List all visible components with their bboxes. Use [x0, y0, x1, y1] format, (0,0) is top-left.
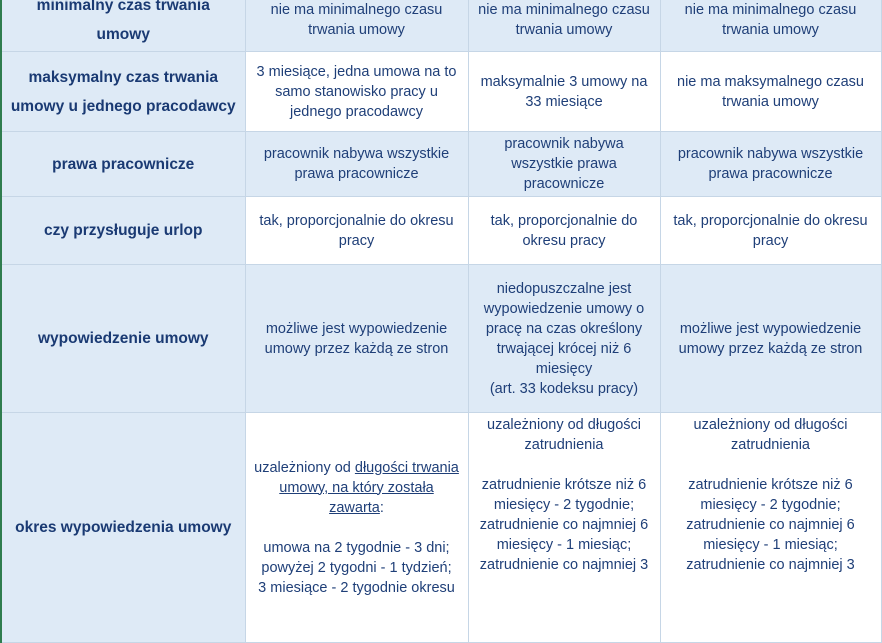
cell-employee-rights-3: pracownik nabywa wszystkie prawa pracownicze [660, 132, 881, 197]
notice-intro-text: uzależniony od [254, 459, 355, 476]
cell-notice-period-1 [245, 413, 468, 643]
row-header-employee-rights: prawa pracownicze [1, 132, 245, 197]
cell-employee-rights-2: pracownik nabywa wszystkie prawa pracownicze [468, 132, 660, 197]
table-row [1, 413, 881, 643]
cell-max-duration-1: 3 miesiące, jedna umowa na to samo stanowisko pracy u jednego pracodawcy [245, 52, 468, 132]
cell-min-duration-1: nie ma minimalnego czasu trwania umowy [245, 0, 468, 52]
cell-min-duration-2: nie ma minimalnego czasu trwania umowy [468, 0, 660, 52]
cell-employee-rights-1: pracownik nabywa wszystkie prawa pracownicze [245, 132, 468, 197]
notice-underlined-text: długości trwania umowy, na który została zawarta [279, 459, 459, 516]
cell-max-duration-2: maksymalnie 3 umowy na 33 miesiące [468, 52, 660, 132]
row-header-max-duration: maksymalny czas trwania umowy u jednego pracodawcy [1, 52, 245, 132]
table-row [1, 265, 881, 413]
row-header-termination: wypowiedzenie umowy [1, 265, 245, 413]
cell-notice-period-3: uzależniony od długości zatrudnienia zatrudnienie krótsze niż 6 miesięcy - 2 tygodnie; zatrudnienie co najmniej 6 miesięcy - 1 miesiąc; zatrudnienie co najmniej 3 [660, 413, 881, 643]
notice-rest-text: umowa na 2 tygodnie - 3 dni; powyżej 2 tygodni - 1 tydzień; 3 miesiące - 2 tygodnie okresu [258, 539, 455, 596]
cell-termination-2: niedopuszczalne jest wypowiedzenie umowy o pracę na czas określony trwającej krócej niż 6 miesięcy (art. 33 kodeksu pracy) [468, 265, 660, 413]
table-row [1, 52, 881, 132]
table-row [1, 0, 881, 52]
cell-termination-3: możliwe jest wypowiedzenie umowy przez każdą ze stron [660, 265, 881, 413]
cell-max-duration-3: nie ma maksymalnego czasu trwania umowy [660, 52, 881, 132]
cell-vacation-1: tak, proporcjonalnie do okresu pracy [245, 197, 468, 265]
row-header-vacation: czy przysługuje urlop [1, 197, 245, 265]
table-row [1, 197, 881, 265]
row-header-notice-period: okres wypowiedzenia umowy [1, 413, 245, 643]
cell-min-duration-3: nie ma minimalnego czasu trwania umowy [660, 0, 881, 52]
table-row [1, 132, 881, 197]
cell-vacation-2: tak, proporcjonalnie do okresu pracy [468, 197, 660, 265]
row-header-min-duration: minimalny czas trwania umowy [1, 0, 245, 52]
cell-vacation-3: tak, proporcjonalnie do okresu pracy [660, 197, 881, 265]
cell-notice-period-2: uzależniony od długości zatrudnienia zatrudnienie krótsze niż 6 miesięcy - 2 tygodnie; zatrudnienie co najmniej 6 miesięcy - 1 miesiąc; zatrudnienie co najmniej 3 [468, 413, 660, 643]
notice-colon-text: : [379, 499, 384, 516]
cell-termination-1: możliwe jest wypowiedzenie umowy przez każdą ze stron [245, 265, 468, 413]
